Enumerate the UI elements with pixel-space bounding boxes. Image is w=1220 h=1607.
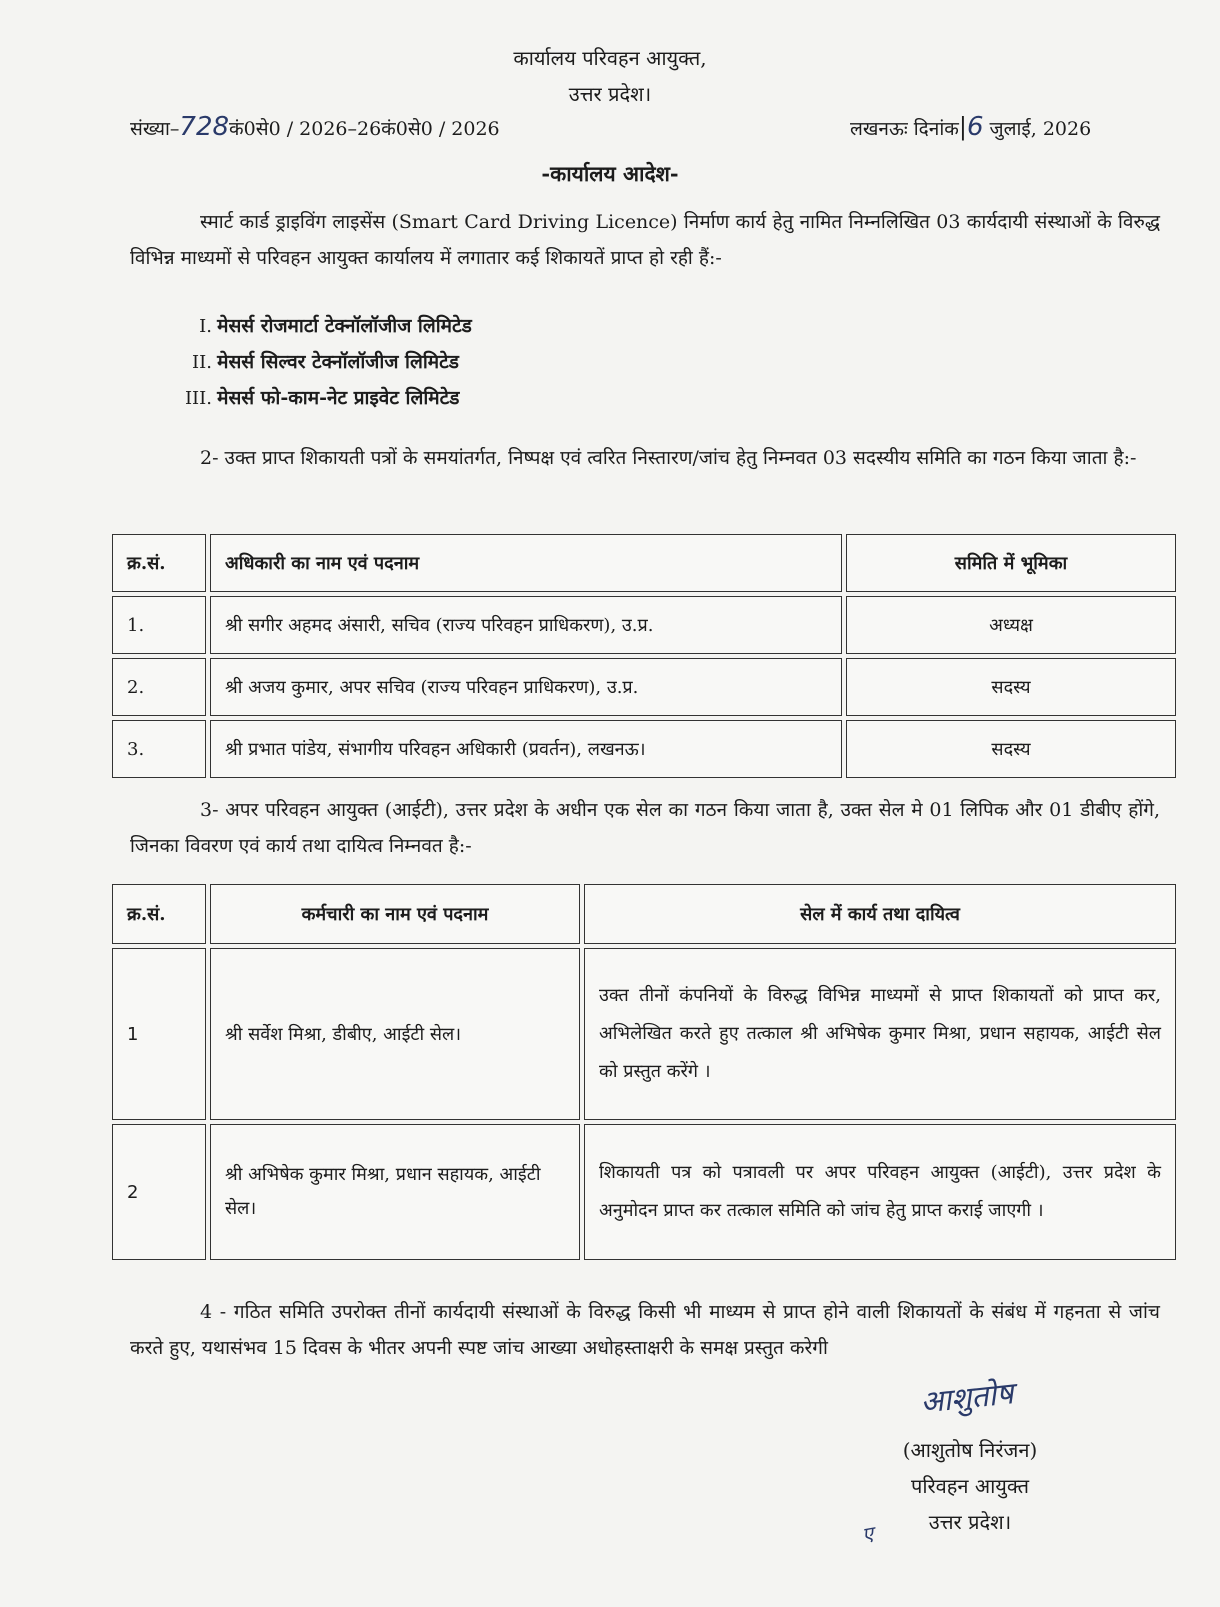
- paragraph-2: 2- उक्त प्राप्त शिकायती पत्रों के समयांतर्गत, निष्पक्ष एवं त्वरित निस्तारण/जांच हेतु निम्नवत 03 सदस्यीय समिति का गठन किया जाता है:-: [200, 447, 1137, 469]
- order-title: -कार्यालय आदेश-: [541, 161, 679, 186]
- ref-handwritten: 728: [179, 112, 230, 142]
- date-prefix: लखनऊः दिनांक: [850, 118, 959, 140]
- table-header-row: क्र.सं. अधिकारी का नाम एवं पदनाम समिति में भूमिका: [112, 534, 1176, 592]
- company-item: III. मेसर्स फो-काम-नेट प्राइवेट लिमिटेड: [184, 387, 460, 409]
- table-header-row: क्र.सं. कर्मचारी का नाम एवं पदनाम सेल में कार्य तथा दायित्व: [112, 884, 1176, 944]
- table-row: 2. श्री अजय कुमार, अपर सचिव (राज्य परिवहन प्राधिकरण), उ.प्र. सदस्य: [112, 658, 1176, 716]
- company-item: I. मेसर्स रोजमार्टा टेक्नॉलॉजीज लिमिटेड: [199, 315, 472, 337]
- table-row: 1. श्री सगीर अहमद अंसारी, सचिव (राज्य परिवहन प्राधिकरण), उ.प्र. अध्यक्ष: [112, 596, 1176, 654]
- ref-suffix: कं0से0 / 2026–26कं0से0 / 2026: [229, 118, 500, 140]
- signatory-state: उत्तर प्रदेश।: [928, 1510, 1012, 1534]
- handwritten-initials: ए: [860, 1521, 876, 1547]
- committee-table: [108, 530, 1180, 782]
- signatory-name: (आशुतोष निरंजन): [902, 1438, 1038, 1462]
- date-handwritten: 6: [966, 112, 984, 142]
- handwritten-signature: आशुतोष: [918, 1376, 1016, 1421]
- reference-number: [130, 112, 500, 142]
- office-heading: कार्यालय परिवहन आयुक्त,: [513, 46, 707, 70]
- table-row: 2 श्री अभिषेक कुमार मिश्रा, प्रधान सहायक, आईटी सेल। शिकायती पत्र को पत्रावली पर अपर परिवहन आयुक्त (आईटी), उत्तर प्रदेश के अनुमोदन प्राप्त कर तत्काल समिति को जांच हेतु प्राप्त कराई जाएगी ।: [112, 1124, 1176, 1260]
- ref-prefix: संख्या–: [130, 118, 180, 140]
- paragraph-3: 3- अपर परिवहन आयुक्त (आईटी), उत्तर प्रदेश के अधीन एक सेल का गठन किया जाता है, उक्त सेल मे 01 लिपिक और 01 डीबीए होंगे, जिनका विवरण एवं कार्य तथा दायित्व निम्नवत है:-: [130, 799, 1160, 857]
- document-date: लखनऊः दिनांक|6 जुलाई, 2026: [850, 112, 1092, 142]
- company-list: [170, 312, 870, 420]
- paragraph-4: 4 - गठित समिति उपरोक्त तीनों कार्यदायी संस्थाओं के विरुद्ध किसी भी माध्यम से प्राप्त होने वाली शिकायतों के संबंध में गहनता से जांच करते हुए, यथासंभव 15 दिवस के भीतर अपनी स्पष्ट जांच आख्या अधोहस्ताक्षरी के समक्ष प्रस्तुत करेगी: [130, 1301, 1160, 1359]
- state-heading: उत्तर प्रदेश।: [568, 82, 652, 106]
- signatory-designation: परिवहन आयुक्त: [910, 1474, 1030, 1498]
- cell-table: [108, 880, 1180, 1264]
- date-suffix: जुलाई, 2026: [989, 118, 1092, 140]
- paragraph-1: स्मार्ट कार्ड ड्राइविंग लाइसेंस (Smart Card Driving Licence) निर्माण कार्य हेतु नामित निम्नलिखित 03 कार्यदायी संस्थाओं के विरुद्ध विभिन्न माध्यमों से परिवहन आयुक्त कार्यालय में लगातार कई शिकायतें प्राप्त हो रही हैं:-: [130, 211, 1160, 269]
- table-row: 3. श्री प्रभात पांडेय, संभागीय परिवहन अधिकारी (प्रवर्तन), लखनऊ। सदस्य: [112, 720, 1176, 778]
- table-row: 1 श्री सर्वेश मिश्रा, डीबीए, आईटी सेल। उक्त तीनों कंपनियों के विरुद्ध विभिन्न माध्यमों से प्राप्त शिकायतों को प्राप्त कर, अभिलेखित करते हुए तत्काल श्री अभिषेक कुमार मिश्रा, प्रधान सहायक, आईटी सेल को प्रस्तुत करेंगे ।: [112, 948, 1176, 1120]
- company-item: II. मेसर्स सिल्वर टेक्नॉलॉजीज लिमिटेड: [192, 351, 459, 373]
